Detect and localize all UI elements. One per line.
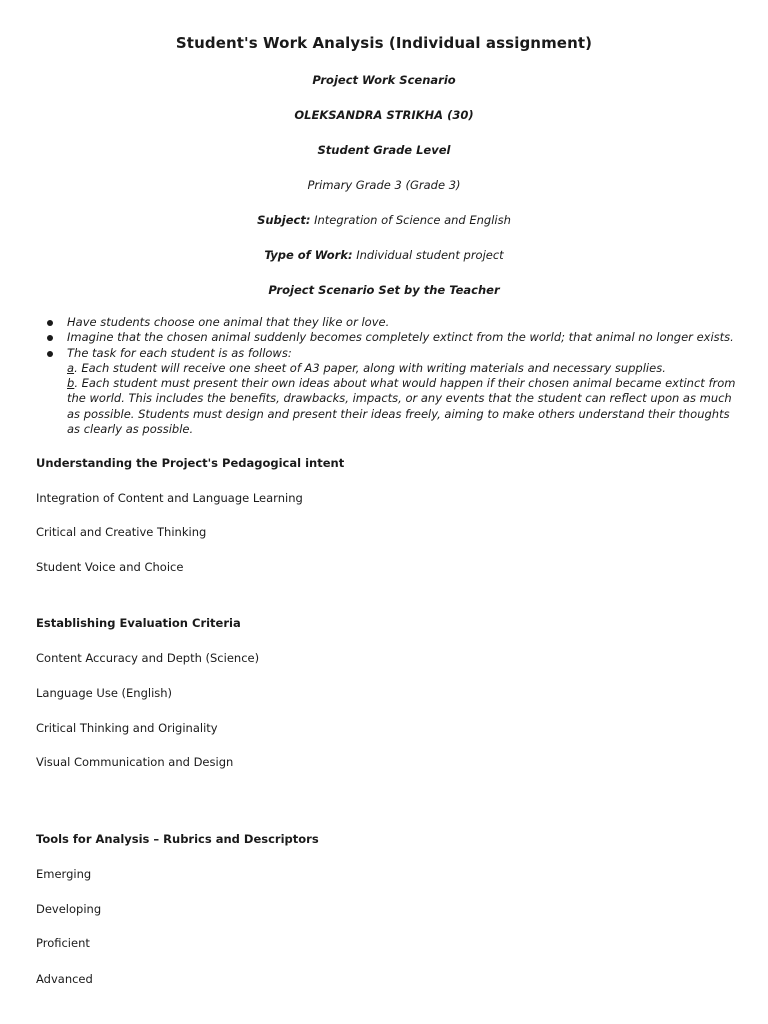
scenario-heading: Project Scenario Set by the Teacher xyxy=(268,283,500,297)
grade-level-label: Student Grade Level xyxy=(317,143,451,157)
sub-item-b-text: . Each student must present their own ideas about what would happen if their chosen animal became extinct from the world. This includes the benefits, drawbacks, impacts, or any events that the student can reflect upon as much as possible. Students must design and present their ideas freely, aiming to make others understand their thoughts as clearly as possible. xyxy=(67,376,736,437)
sub-item-a-mark: a xyxy=(67,360,75,375)
tools-item: Advanced xyxy=(36,972,93,986)
grade-level-value: Primary Grade 3 (Grade 3) xyxy=(307,178,461,192)
bullet-dot-icon xyxy=(47,351,53,357)
criteria-item: Critical Thinking and Originality xyxy=(36,721,218,735)
subject-value: Integration of Science and English xyxy=(310,213,511,227)
work-type-line xyxy=(0,247,768,263)
scenario-bullet-list xyxy=(47,315,737,437)
list-item xyxy=(47,330,737,345)
tools-item: Emerging xyxy=(36,867,92,881)
bullet-text: Have students choose one animal that they like or love. xyxy=(67,315,390,329)
student-name: OLEKSANDRA STRIKHA (30) xyxy=(294,108,474,122)
tools-item: Proficient xyxy=(36,936,90,950)
intent-item: Student Voice and Choice xyxy=(36,560,184,574)
tools-item: Developing xyxy=(36,902,102,916)
intent-item: Integration of Content and Language Learning xyxy=(36,491,303,505)
document-title: Student's Work Analysis (Individual assignment) xyxy=(175,34,593,52)
bullet-dot-icon xyxy=(47,320,53,326)
scenario-label: Project Work Scenario xyxy=(312,73,456,87)
list-item xyxy=(47,346,737,438)
criteria-heading: Establishing Evaluation Criteria xyxy=(36,616,241,630)
sub-item-a xyxy=(67,361,737,376)
subject-line xyxy=(0,212,768,228)
criteria-item: Visual Communication and Design xyxy=(36,755,234,769)
sub-item-a-text: . Each student will receive one sheet of A3 paper, along with writing materials and necessary supplies. xyxy=(74,360,666,375)
intent-item: Critical and Creative Thinking xyxy=(36,525,207,539)
work-type-value: Individual student project xyxy=(352,248,504,262)
bullet-text: The task for each student is as follows: xyxy=(67,345,292,360)
list-item xyxy=(47,315,737,330)
bullet-text: Imagine that the chosen animal suddenly becomes completely extinct from the world; that animal no longer exists. xyxy=(67,330,734,345)
criteria-item: Language Use (English) xyxy=(36,686,173,700)
criteria-item: Content Accuracy and Depth (Science) xyxy=(36,651,260,665)
bullet-dot-icon xyxy=(47,335,53,341)
tools-heading: Tools for Analysis – Rubrics and Descriptors xyxy=(36,832,319,846)
intent-heading: Understanding the Project's Pedagogical intent xyxy=(36,456,345,470)
subject-label: Subject: xyxy=(257,213,311,227)
work-type-label: Type of Work: xyxy=(264,248,353,262)
sub-item-b-mark: b xyxy=(67,376,75,391)
sub-item-b xyxy=(67,376,737,437)
